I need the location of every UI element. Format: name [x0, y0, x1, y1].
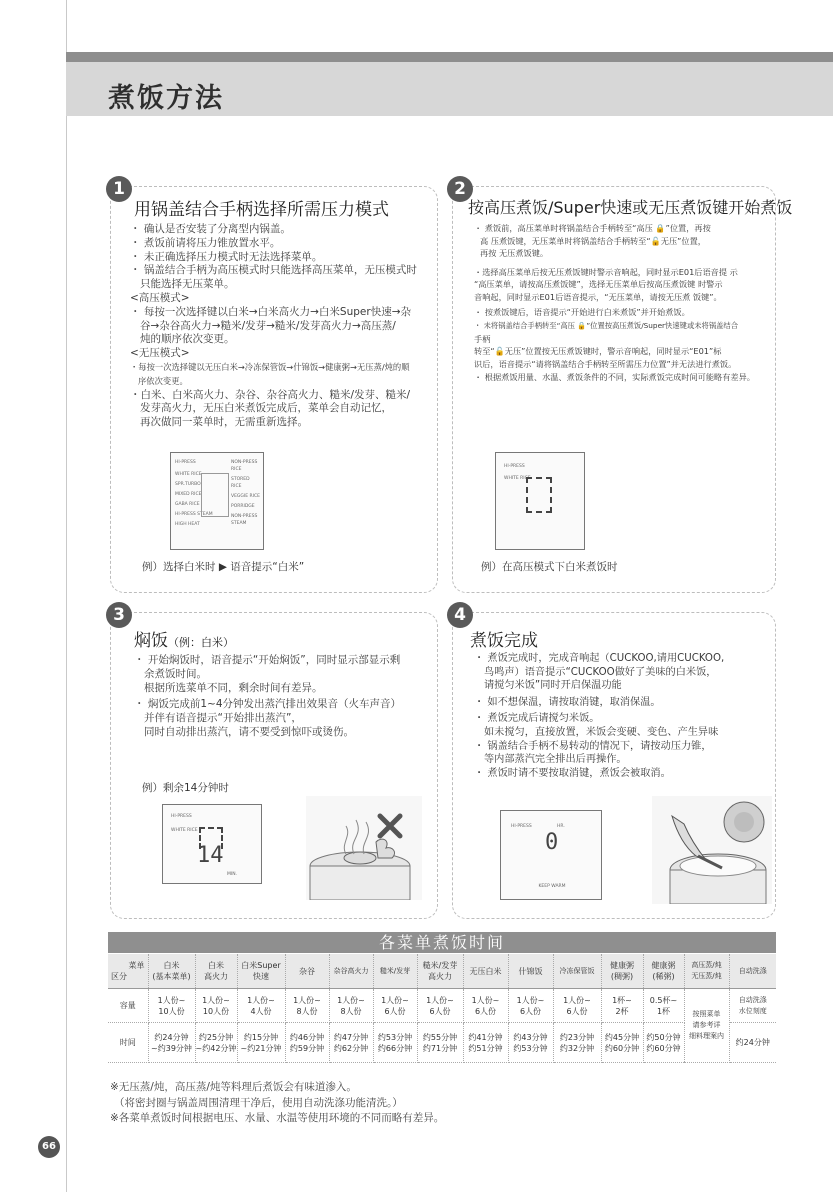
time-min: 约41分钟 [468, 1032, 503, 1042]
header-cell: 自动洗涤 [729, 954, 776, 989]
text-line: 余煮饭时间。 [144, 667, 207, 680]
table-row-capacity [108, 989, 776, 1023]
wash-capacity-cell: 自动洗涤 水位刻度 [729, 989, 776, 1023]
lcd-hour-digit: 0 [545, 830, 559, 855]
lcd-label: WHITE RICE [504, 476, 531, 481]
page-number: 66 [38, 1136, 60, 1158]
time-min: 约25分钟 [198, 1032, 234, 1042]
text-line: 发芽高火力，无压白米煮饭完成后，菜单会自动记忆， [140, 402, 392, 415]
text-line: ・ 未将锅盖结合手柄转至“高压 🔒”位置按高压煮饭/Super快速键或未将锅盖结合 [474, 321, 739, 331]
text-line: 音响起，同时显示E01后语音提示，“无压菜单，请按无压煮 饭键”。 [474, 291, 722, 302]
header-accent-bar [66, 52, 833, 62]
time-cell [195, 1023, 237, 1063]
header-cell: 什锦饭 [508, 954, 553, 989]
header-cell: 高压蒸/炖 无压蒸/炖 [684, 954, 729, 989]
text-line: 转至“🔓无压”位置按无压煮饭键时，警示音响起，同时显示“E01”标 [474, 346, 722, 357]
text-line: ・ 按煮饭键后，语音提示“开始进行白米煮饭”并开始煮饭。 [474, 306, 690, 317]
time-max: 约71分钟 [422, 1043, 458, 1053]
row-label: 时间 [108, 1023, 148, 1063]
header-cell: 杂谷 [285, 954, 329, 989]
lcd-label: HI-PRESS STEAM [175, 512, 213, 517]
capacity-cell: 0.5杯~ 1杯 [643, 989, 684, 1023]
text-line: <高压模式> [130, 291, 190, 304]
corner-menu-label: 菜单 [128, 961, 145, 970]
text-line: ・ 确认是否安装了分离型内锅盖。 [130, 223, 291, 235]
step3-caption: 例）剩余14分钟时 [142, 782, 229, 794]
step1-body [130, 223, 435, 430]
time-max: ~约21分钟 [240, 1043, 282, 1053]
header-cell: 糙米/发芽 [373, 954, 417, 989]
text-line: 鸟鸣声）语音提示“CUCKOO做好了美味的白米饭， [484, 666, 717, 678]
text-line: ・ 根据煮饭用量、水温、煮饭条件的不同，实际煮饭完成时间可能略有差异。 [474, 371, 755, 382]
time-cell [373, 1023, 417, 1063]
step1-title: 用锅盖结合手柄选择所需压力模式 [134, 200, 389, 220]
text-line: ・选择高压菜单后按无压煮饭键时警示音响起，同时显示E01后语音提 示 [474, 266, 738, 277]
lcd-blank-digit [526, 477, 552, 513]
step3-title-sub: （例：白米） [168, 636, 234, 649]
lcd-label: SPR.TURBO [175, 482, 201, 487]
footnote-line: （将密封圈与锅盖周围清理干净后，使用自动洗涤功能清洗。） [114, 1096, 403, 1109]
step1-caption: 例）选择白米时 ▶ 语音提示“白米” [142, 561, 305, 573]
wash-time-cell: 约24分钟 [729, 1023, 776, 1063]
step3-number: 3 [106, 602, 132, 628]
step2-number: 2 [447, 176, 473, 202]
capacity-cell: 1人份~ 8人份 [329, 989, 373, 1023]
text-line: 等内部蒸汽完全排出后再操作。 [484, 754, 627, 766]
time-max: 约62分钟 [333, 1043, 369, 1053]
header-cell: 健康粥 (稀粥) [643, 954, 684, 989]
step2-caption: 例）在高压模式下白米煮饭时 [481, 561, 618, 573]
footnote-line: ※各菜单煮饭时间根据电压、水量、水温等使用环境的不同而略有差异。 [110, 1112, 445, 1124]
text-line: <无压模式> [130, 347, 190, 360]
footnotes [110, 1080, 770, 1127]
steaming-pot-illustration [306, 796, 422, 900]
text-line: ・每按一次选择键以无压白米→冷冻保管饭→什锦饭→健康粥→无压蒸/炖的顺 [130, 361, 410, 372]
row-label: 容量 [108, 989, 148, 1023]
time-cell [508, 1023, 553, 1063]
text-line: 再按 无压煮饭键。 [480, 248, 549, 259]
step2-body [474, 222, 774, 383]
text-line: 如未搅匀，直接放置，米饭会变硬、变色、产生异味 [484, 726, 719, 738]
time-max: 约60分钟 [646, 1043, 681, 1053]
time-min: 约47分钟 [333, 1032, 369, 1042]
time-max: 约32分钟 [559, 1043, 595, 1053]
lcd-label: MIXED RICE [175, 492, 202, 497]
capacity-cell: 1人份~ 10人份 [148, 989, 195, 1023]
time-min: 约55分钟 [422, 1032, 458, 1042]
time-min: 约53分钟 [377, 1032, 413, 1042]
time-min: 约24分钟 [154, 1032, 189, 1042]
step3-lcd-display [162, 804, 262, 884]
lcd-unit-label: MIN. [227, 872, 238, 877]
capacity-cell: 1人份~ 10人份 [195, 989, 237, 1023]
table-header-row [108, 954, 776, 989]
page-margin-line [66, 0, 67, 1192]
time-cell [553, 1023, 601, 1063]
text-line: ・ 焖饭完成前1~4分钟发出蒸汽排出效果音（火车声音） [134, 698, 401, 711]
text-line: ・ 煮饭完成后请搅匀米饭。 [474, 713, 600, 725]
time-cell [417, 1023, 463, 1063]
capacity-cell: 1人份~ 8人份 [285, 989, 329, 1023]
header-cell: 白米 高火力 [195, 954, 237, 989]
text-line: 高 压煮饭键，无压菜单时将锅盖结合手柄转至“🔓无压”位置， [480, 235, 706, 246]
lcd-label: WHITE RICE [175, 472, 202, 477]
time-min: 约15分钟 [243, 1032, 279, 1042]
header-cell: 健康粥 (稠粥) [601, 954, 643, 989]
step3-body [134, 654, 434, 740]
time-max: ~约39分钟 [151, 1043, 192, 1053]
lcd-label: HI-PRESS [175, 460, 196, 465]
header-cell: 糙米/发芽 高火力 [417, 954, 463, 989]
text-line: ・ 未正确选择压力模式时无法选择菜单。 [130, 250, 323, 263]
capacity-cell: 1人份~ 6人份 [553, 989, 601, 1023]
capacity-cell: 1人份~ 4人份 [237, 989, 285, 1023]
time-min: 约46分钟 [289, 1032, 325, 1042]
capacity-cell: 1人份~ 6人份 [463, 989, 508, 1023]
lcd-label: HR. [557, 824, 565, 829]
page-title: 煮饭方法 [108, 83, 224, 114]
lcd-label: GABA RICE [175, 502, 200, 507]
lcd-label: NON-PRESS STEAM [231, 514, 258, 526]
lcd-label: WHITE RICE [171, 828, 198, 833]
text-line: ・ 开始焖饭时，语音提示“开始焖饭”，同时显示部显示剩 [134, 654, 401, 666]
time-cell [463, 1023, 508, 1063]
text-line: 根据所选菜单不同，剩余时间有差异。 [144, 681, 323, 694]
cooking-time-table [108, 954, 776, 1063]
time-max: 约51分钟 [468, 1043, 503, 1053]
text-line: 只能选择无压菜单。 [140, 278, 235, 291]
lcd-label: PORRIDGE [231, 504, 255, 509]
header-cell: 冷冻保管饭 [553, 954, 601, 989]
time-min: 约43分钟 [513, 1032, 548, 1042]
step2-lcd-display [495, 452, 585, 550]
text-line: ・ 煮饭前请将压力锥放置水平。 [130, 236, 281, 249]
step4-number: 4 [447, 602, 473, 628]
step2-title: 按高压煮饭/Super快速或无压煮饭键开始煮饭 [468, 198, 793, 217]
corner-category-label: 区分 [111, 972, 127, 981]
lcd-minute-digits: 14 [197, 843, 224, 868]
step4-lcd-display [500, 810, 602, 900]
step3-title [134, 626, 234, 651]
time-cell [148, 1023, 195, 1063]
text-line: 同时自动排出蒸汽，请不要受到惊吓或烫伤。 [144, 725, 354, 738]
lcd-label: HI-PRESS [504, 464, 525, 469]
step1-number: 1 [106, 176, 132, 202]
time-cell [329, 1023, 373, 1063]
header-cell: 白米Super 快速 [237, 954, 285, 989]
stirring-rice-illustration [652, 796, 772, 904]
step1-lcd-display [170, 452, 264, 550]
capacity-cell: 1人份~ 6人份 [417, 989, 463, 1023]
time-max: 约66分钟 [377, 1043, 413, 1053]
text-line: 手柄 [474, 333, 491, 344]
lcd-right-labels [231, 459, 261, 527]
cooking-time-table-title: 各菜单煮饭时间 [378, 933, 505, 952]
time-min: 约23分钟 [559, 1032, 595, 1042]
steam-menu-note: 按照菜单 请参考详 细料理案内 [684, 989, 729, 1063]
text-line: 识后，语音提示“请将锅盖结合手柄转至所需压力位置”并无法进行煮饭。 [474, 358, 737, 369]
text-line: 并伴有语音提示“开始排出蒸汽”， [144, 712, 302, 725]
lcd-label: VEGGIE RICE [231, 494, 260, 499]
time-cell [237, 1023, 285, 1063]
lcd-label: NON-PRESS RICE [231, 460, 258, 472]
step4-body [474, 652, 774, 780]
lcd-center-window [201, 473, 229, 517]
lcd-label: STORED RICE [231, 477, 250, 489]
text-line: ・ 锅盖结合手柄为高压模式时只能选择高压菜单，无压模式时 [130, 264, 417, 277]
time-cell [601, 1023, 643, 1063]
lcd-label: HIGH HEAT [175, 522, 200, 527]
footnote-line: ※无压蒸/炖，高压蒸/炖等料理后煮饭会有味道渗入。 [110, 1081, 357, 1093]
text-line: ・ 锅盖结合手柄不易转动的情况下，请按动压力锥， [474, 740, 712, 752]
text-line: 再次做同一菜单时，无需重新选择。 [140, 416, 308, 429]
time-max: ~约42分钟 [195, 1043, 237, 1053]
time-cell [285, 1023, 329, 1063]
text-line: 炖的顺序依次变更。 [140, 333, 235, 346]
text-line: ・ 如不想保温，请按取消键，取消保温。 [474, 696, 661, 708]
capacity-cell: 1杯~ 2杯 [601, 989, 643, 1023]
text-line: 序依次变更。 [138, 375, 188, 386]
time-cell [643, 1023, 684, 1063]
header-cell: 杂谷高火力 [329, 954, 373, 989]
time-min: 约45分钟 [604, 1032, 640, 1042]
text-line: 谷→杂谷高火力→糙米/发芽→糙米/发芽高火力→高压蒸/ [140, 319, 396, 332]
text-line: 请搅匀米饭”同时开启保温功能 [484, 680, 622, 692]
time-max: 约53分钟 [513, 1043, 548, 1053]
text-line: ・ 每按一次选择键以白米→白米高火力→白米Super快速→杂 [130, 305, 411, 318]
time-max: 约60分钟 [604, 1043, 640, 1053]
text-line: ・ 煮饭完成时，完成音响起（CUCKOO,请用CUCKOO, [474, 653, 725, 664]
capacity-cell: 1人份~ 6人份 [373, 989, 417, 1023]
table-row-time [108, 1023, 776, 1063]
table-corner-cell [108, 954, 148, 989]
lcd-label: HI-PRESS [171, 814, 192, 819]
header-cell: 白米 (基本菜单) [148, 954, 195, 989]
header-cell: 无压白米 [463, 954, 508, 989]
keep-warm-label: KEEP WARM [538, 884, 566, 889]
time-max: 约59分钟 [289, 1043, 325, 1053]
time-min: 约50分钟 [646, 1032, 681, 1042]
text-line: ・ 煮饭前，高压菜单时将锅盖结合手柄转至“高压 🔒”位置，再按 [474, 223, 711, 233]
text-line: “高压菜单，请按高压煮饭键”，选择无压菜单后按高压煮饭键 时警示 [474, 279, 723, 290]
text-line: ・白米、白米高火力、杂谷、杂谷高火力、糙米/发芽、糙米/ [130, 388, 411, 401]
step3-title-main: 焖饭 [134, 631, 168, 651]
step4-title: 煮饭完成 [470, 631, 538, 651]
capacity-cell: 1人份~ 6人份 [508, 989, 553, 1023]
text-line: ・ 煮饭时请不要按取消键，煮饭会被取消。 [474, 767, 671, 779]
lcd-label: HI-PRESS [511, 824, 532, 829]
